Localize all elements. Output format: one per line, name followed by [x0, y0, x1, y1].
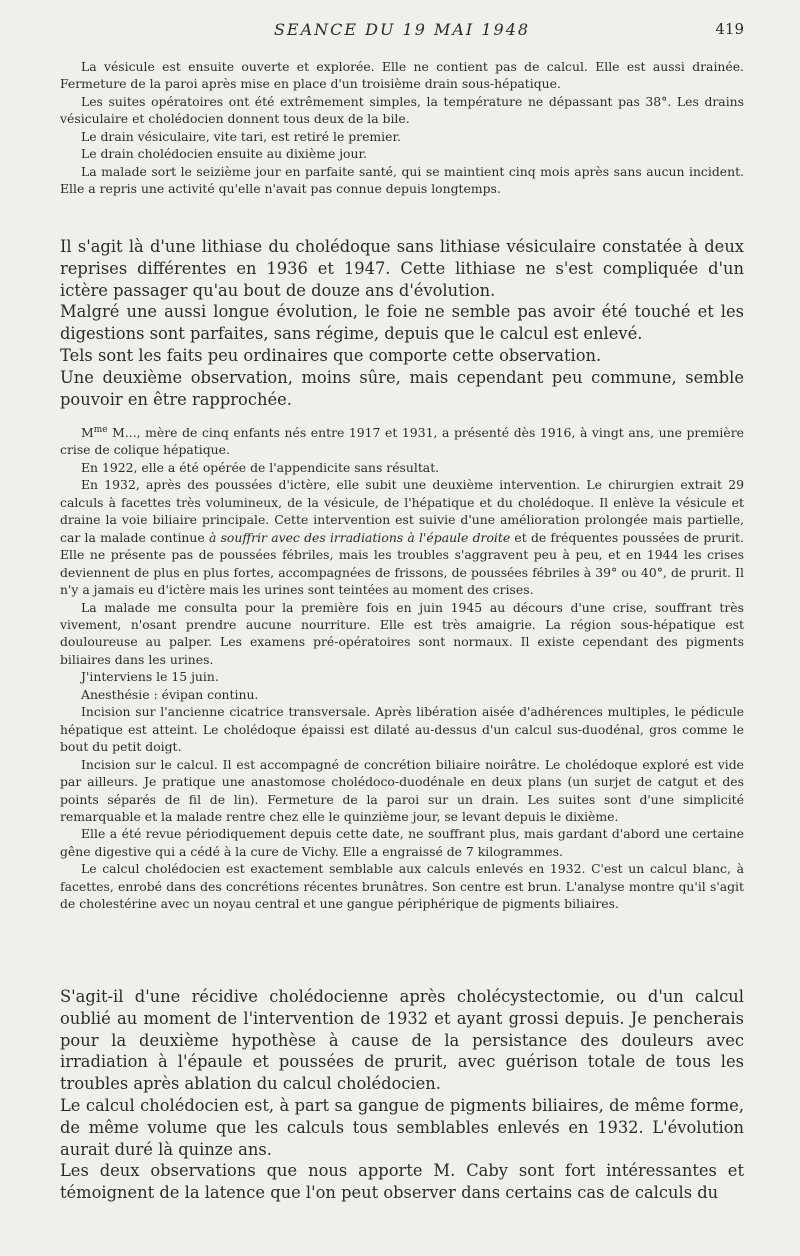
paragraph: La malade me consulta pour la première fois en juin 1945 au décours d'une crise, souffrant très vivement, n'osant prendre aucune nourriture. Elle est très amaigrie. La région sous-hépatique est douloureuse au palper. Les examens pré-opératoires sont normaux. Il existe cependant des pigments biliaires dans les urines. — [60, 599, 744, 667]
paragraph: La malade sort le seizième jour en parfaite santé, qui se maintient cinq mois après sans aucun incident. Elle a repris une activité qu'elle n'avait pas connue depuis longtemps. — [60, 163, 744, 197]
paragraph: Le calcul cholédocien est, à part sa gangue de pigments biliaires, de même forme, de même volume que les calculs tous semblables enlevés en 1932. L'évolution aurait duré là quinze ans. — [60, 1095, 744, 1159]
paragraph: Le drain vésiculaire, vite tari, est retiré le premier. — [81, 128, 401, 144]
paragraph: S'agit-il d'une récidive cholédocienne après cholécystectomie, ou d'un calcul oublié au moment de l'intervention de 1932 et ayant grossi depuis. Je pencherais pour la deuxième hypothèse à cause de la persistance des douleurs avec irradiation à l'épaule et poussées de prurit, avec guérison totale de tous les troubles après ablation du calcul cholédocien. — [60, 987, 744, 1094]
mme-prefix: M — [81, 425, 94, 440]
paragraph: La vésicule est ensuite ouverte et explorée. Elle ne contient pas de calcul. Elle est aussi drainée. Fermeture de la paroi après mise en place d'un troisième drain sous-hépatique. — [60, 59, 744, 92]
paragraph: J'interviens le 15 juin. — [81, 669, 219, 685]
paragraph-text: et de fréquentes poussées de prurit. Elle ne présente pas de poussées fébriles, mais les troubles s'aggravent peu à peu, et en 1944 les crises deviennent de plus en plus fortes, accompagnées de frissons, de poussées fébriles à 39° ou 40°, de prurit. Il n'y a jamais eu d'ictère mais les urines sont teintées au moment des crises. — [60, 529, 744, 598]
operative-report-section — [60, 58, 744, 198]
paragraph: Incision sur l'ancienne cicatrice transversale. Après libération aisée d'adhérences multiples, le pédicule hépatique est atteint. Le cholédoque épaissi est dilaté au-dessus d'un calcul sus-duodénal, gros comme le bout du petit doigt. — [60, 704, 744, 755]
paragraph-text: M..., mère de cinq enfants nés entre 1917 et 1931, a présenté dès 1916, à vingt ans, une première crise de colique hépatique. — [60, 425, 744, 458]
paragraph-text: En 1932, après des poussées d'ictère, elle subit une deuxième intervention. Le chirurgien extrait 29 calculs à facettes très volumineux, de la vésicule, de l'hépatique et du cholédoque. Il enlève la vésicule et draine la voie biliaire principale. Cette intervention est suivie d'une amélioration prolongée mais partielle, car la malade continue — [60, 477, 744, 545]
page-number: 419 — [715, 20, 744, 38]
paragraph: Les suites opératoires ont été extrêmement simples, la température ne dépassant pas 38°. Les drains vésiculaire et cholédocien donnent tous deux de la bile. — [60, 93, 744, 127]
page-header — [60, 20, 744, 44]
discussion-section — [60, 236, 744, 410]
paragraph: Anesthésie : évipan continu. — [81, 686, 259, 702]
paragraph: Une deuxième observation, moins sûre, mais cependant peu commune, semble pouvoir en être rapprochée. — [60, 367, 744, 409]
paragraph: Les deux observations que nous apporte M. Caby sont fort intéressantes et témoignent de la latence que l'on peut observer dans certains cas de calculs du — [60, 1161, 744, 1203]
second-observation-section — [60, 424, 744, 913]
paragraph: Tels sont les faits peu ordinaires que comporte cette observation. — [60, 345, 602, 365]
paragraph: Elle a été revue périodiquement depuis cette date, ne souffrant plus, mais gardant d'abord une certaine gêne digestive qui a cédé à la cure de Vichy. Elle a engraissé de 7 kilogrammes. — [60, 826, 744, 859]
conclusion-section — [60, 986, 744, 1204]
running-head: SEANCE DU 19 MAI 1948 — [273, 20, 531, 39]
paragraph: Malgré une aussi longue évolution, le foie ne semble pas avoir été touché et les digestions sont parfaites, sans régime, depuis que le calcul est enlevé. — [60, 302, 744, 344]
mme-superscript: me — [93, 425, 108, 435]
paragraph — [60, 476, 744, 598]
paragraph: Il s'agit là d'une lithiase du cholédoque sans lithiase vésiculaire constatée à deux reprises différentes en 1936 et 1947. Cette lithiase ne s'est compliquée d'un ictère passager qu'au bout de douze ans d'évolution. — [60, 237, 744, 300]
paragraph: Incision sur le calcul. Il est accompagné de concrétion biliaire noirâtre. Le cholédoque exploré est vide par ailleurs. Je pratique une anastomose cholédoco-duodénale en deux plans (un surjet de catgut et des points séparés de fil de lin). Fermeture de la paroi sur un drain. Les suites sont d'une simplicité remarquable et la malade rentre chez elle le quinzième jour, se levant depuis le dixième. — [60, 756, 744, 824]
paragraph — [60, 424, 744, 459]
emphasis-text: à souffrir avec des irradiations à l'épaule droite — [208, 529, 511, 545]
paragraph: Le drain cholédocien ensuite au dixième jour. — [81, 146, 367, 162]
paragraph: En 1922, elle a été opérée de l'appendicite sans résultat. — [81, 459, 440, 475]
paragraph: Le calcul cholédocien est exactement semblable aux calculs enlevés en 1932. C'est un calcul blanc, à facettes, enrobé dans des concrétions récentes brunâtres. Son centre est brun. L'analyse montre qu'il s'agit de cholestérine avec un noyau central et une gangue périphérique de pigments biliaires. — [60, 861, 744, 912]
